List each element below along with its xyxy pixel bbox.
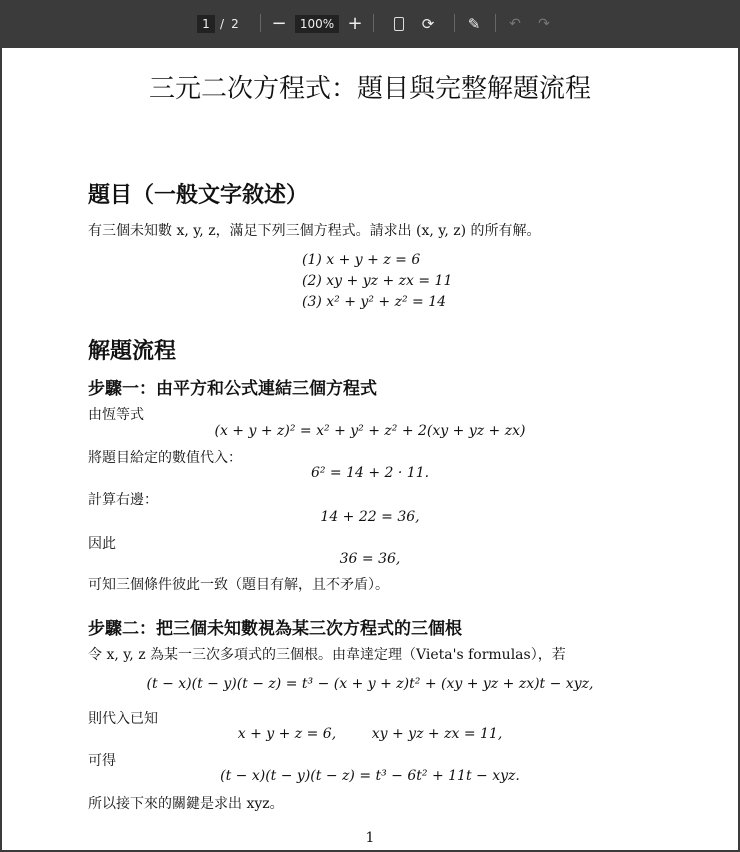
math: 36 = 36, — [339, 551, 401, 567]
math: (t − x)(t − y)(t − z) = t³ − (x + y + z)t² + (xy + yz + zx)t − xyz, — [146, 676, 594, 692]
divider — [373, 14, 374, 32]
text: 令 x, y, z 為某一三次多項式的三個根。由韋達定理（Vieta's formulas），若 — [88, 647, 566, 663]
draw-icon: ✎ — [467, 14, 481, 33]
text: 由恆等式 — [88, 407, 144, 423]
divider — [454, 14, 455, 32]
text: 可得 — [88, 753, 116, 769]
zoom-out-button[interactable]: − — [271, 13, 287, 34]
section-solution: 解題流程 — [88, 338, 177, 364]
math: (x + y + z)² = x² + y² + z² + 2(xy + yz + zx) — [214, 423, 526, 439]
equation-3: (3) x² + y² + z² = 14 — [302, 294, 447, 310]
text: 則代入已知 — [88, 711, 158, 727]
section-problem: 題目（一般文字敘述） — [88, 182, 309, 208]
equation-2: (2) xy + yz + zx = 11 — [302, 273, 453, 289]
current-page: 1 — [197, 15, 215, 33]
pdf-page — [2, 48, 738, 850]
divider — [260, 14, 261, 32]
undo-button[interactable] — [506, 0, 524, 47]
pdf-toolbar — [0, 0, 740, 47]
math: 14 + 22 = 36, — [320, 509, 420, 525]
rotate-button[interactable] — [418, 0, 438, 47]
text: 可知三個條件彼此一致（題目有解，且不矛盾）。 — [88, 577, 389, 593]
rotate-icon: ⟳ — [421, 14, 435, 33]
equation-1: (1) x + y + z = 6 — [302, 252, 421, 268]
divider — [495, 14, 496, 32]
zoom-level: 100% — [295, 15, 339, 33]
step-2-heading: 步驟二：把三個未知數視為某三次方程式的三個根 — [88, 619, 462, 639]
math: x + y + z = 6, xy + yz + zx = 11, — [237, 726, 503, 742]
fit-page-icon — [394, 17, 404, 31]
redo-button[interactable] — [535, 0, 553, 47]
fit-page-button[interactable] — [390, 0, 408, 47]
text: 所以接下來的關鍵是求出 xyz。 — [88, 796, 284, 812]
math: (t − x)(t − y)(t − z) = t³ − 6t² + 11t − xyz. — [220, 768, 520, 784]
zoom-in-button[interactable]: + — [347, 13, 363, 34]
draw-button[interactable] — [464, 0, 484, 47]
text: 因此 — [88, 536, 116, 552]
text: 將題目給定的數值代入： — [88, 450, 242, 466]
text: 計算右邊： — [88, 492, 158, 508]
math: 6² = 14 + 2 · 11. — [310, 465, 430, 481]
page-sep: / — [219, 16, 225, 31]
document-title: 三元二次方程式：題目與完整解題流程 — [148, 74, 591, 104]
page-total: 2 — [231, 16, 239, 31]
zoom-level-input[interactable] — [296, 0, 338, 47]
step-1-heading: 步驟一：由平方和公式連結三個方程式 — [88, 379, 377, 399]
problem-text: 有三個未知數 x, y, z，滿足下列三個方程式。請求出 (x, y, z) 的所有解。 — [88, 223, 541, 239]
page-number: 1 — [365, 830, 375, 846]
undo-icon: ↶ — [509, 15, 521, 32]
redo-icon: ↷ — [538, 15, 550, 32]
page-number-input[interactable] — [196, 0, 216, 47]
